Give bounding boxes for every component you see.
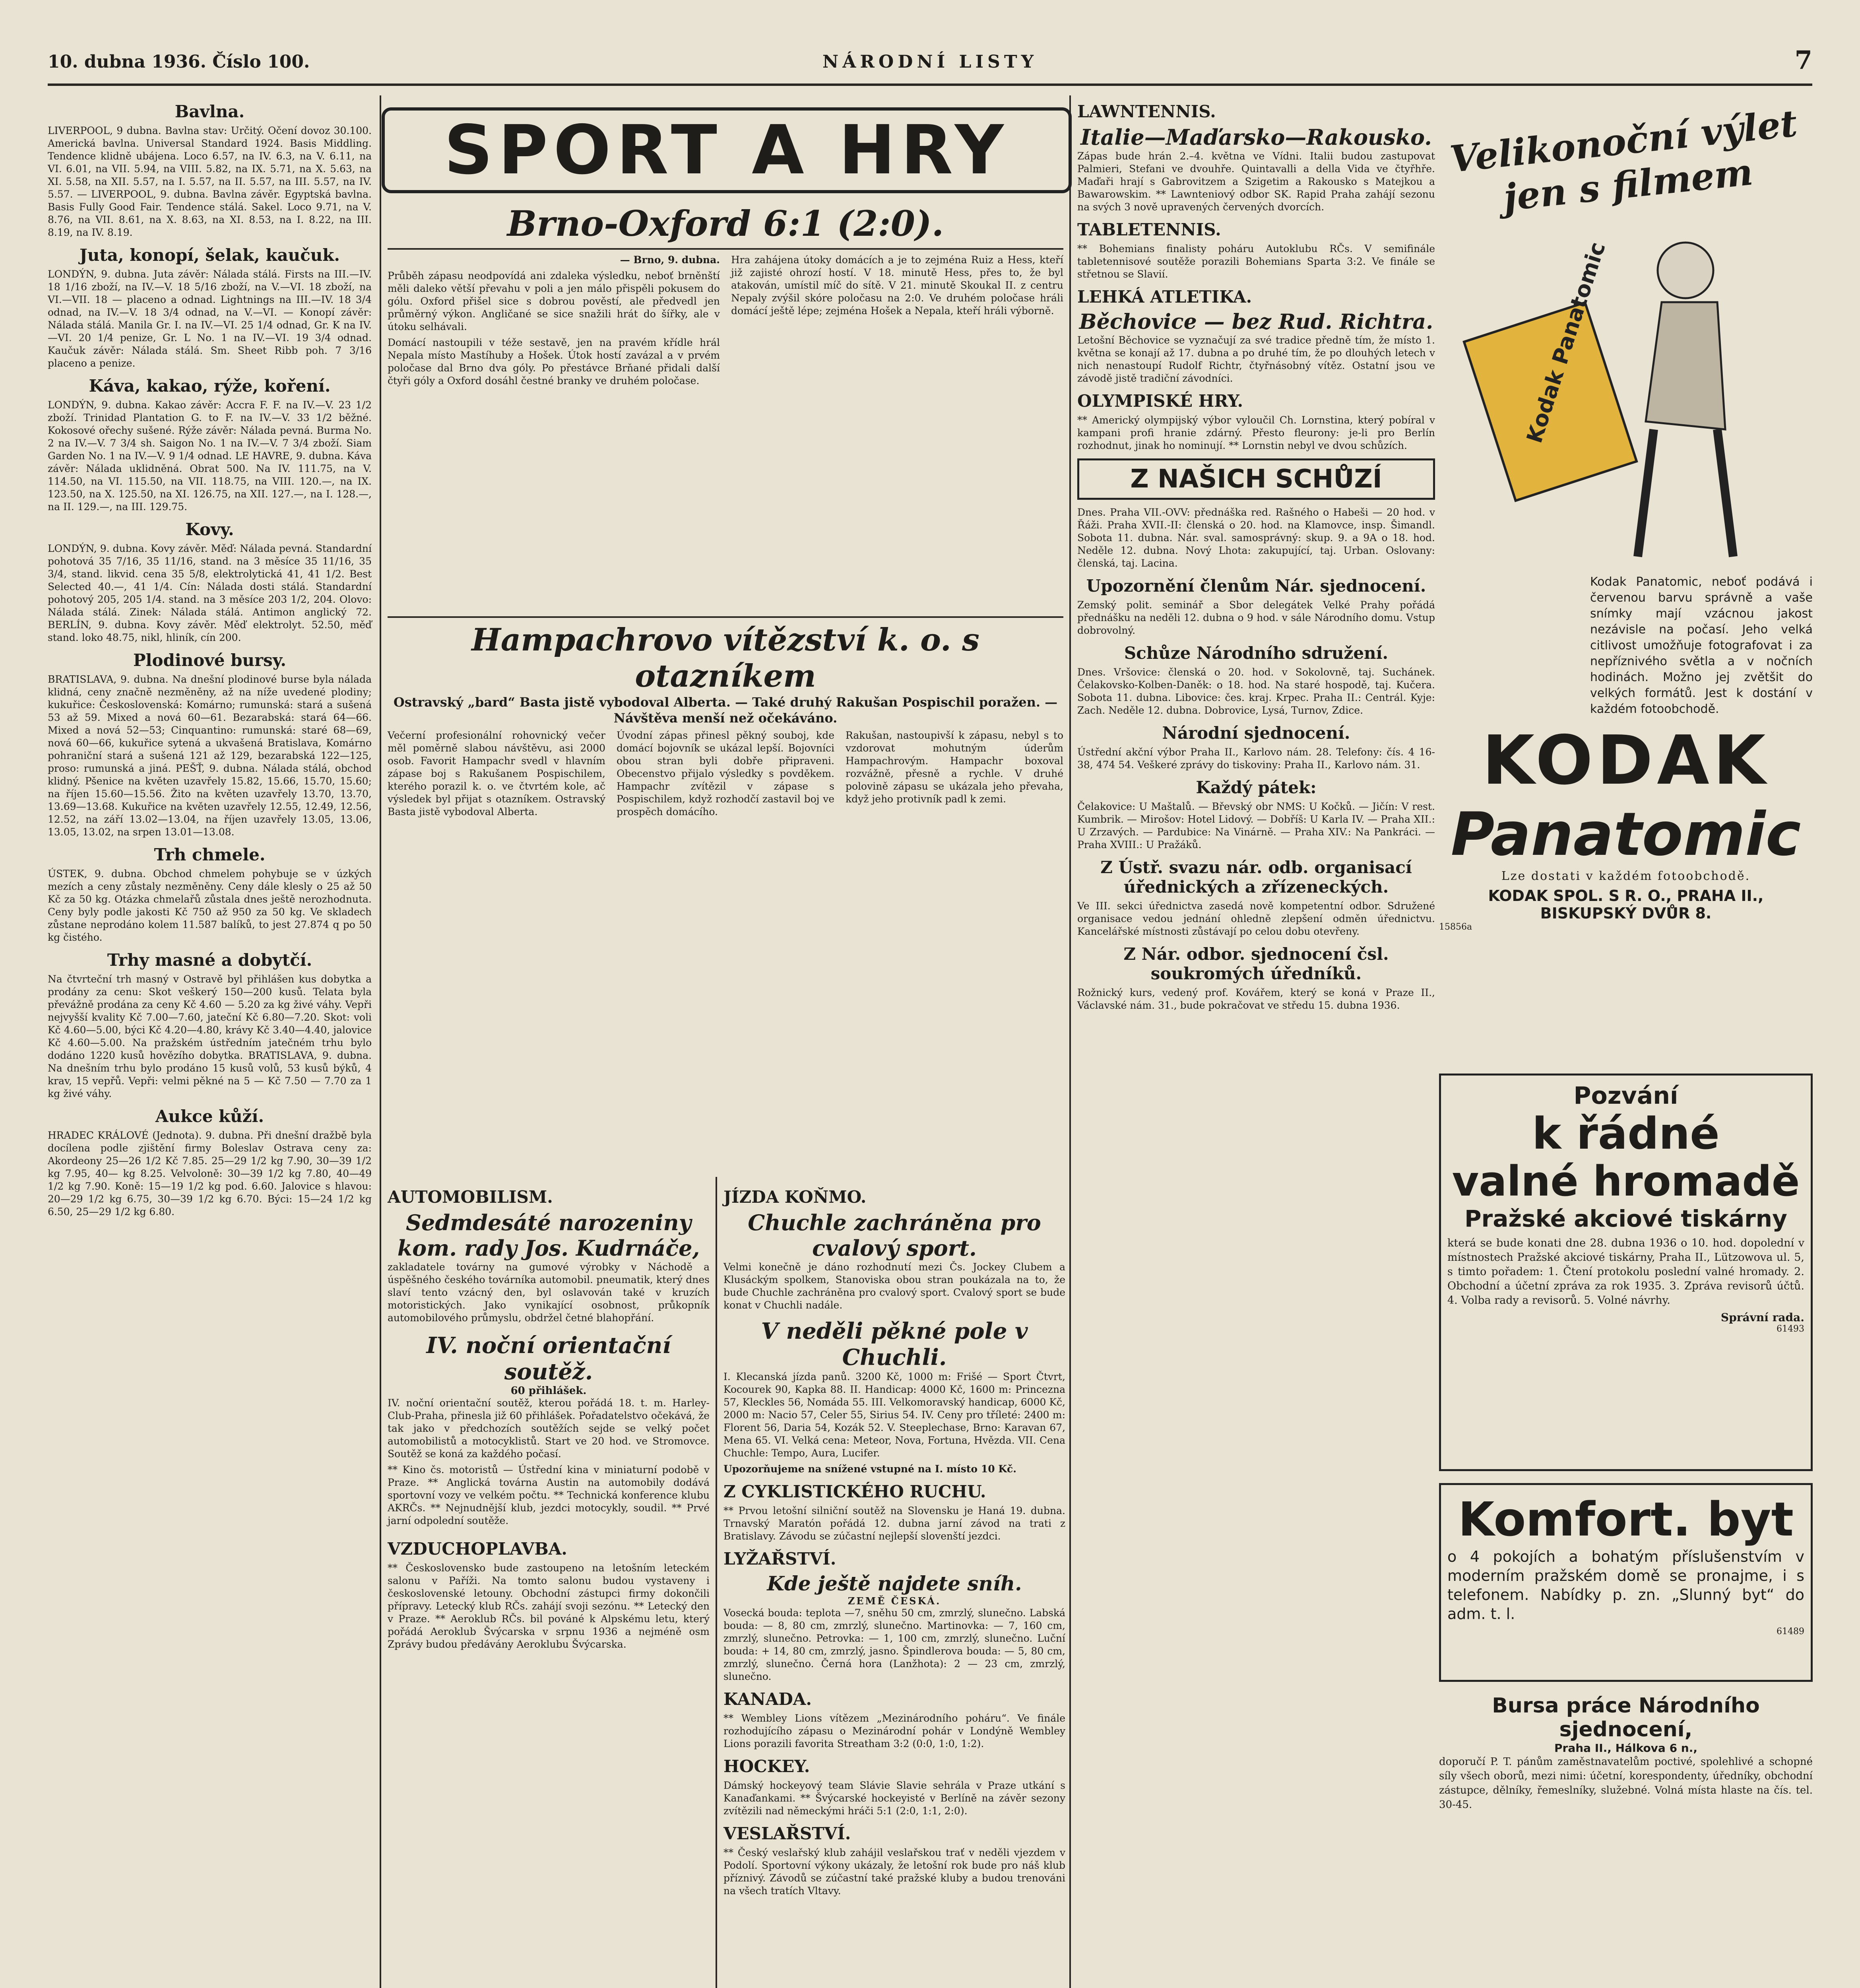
subheadline: ZEMĚ ČESKÁ. <box>848 1595 941 1607</box>
section-title: LAWNTENNIS. <box>1077 102 1216 121</box>
story-text: ** Americký olympijský výbor vyloučil Ch. Lornstina, který pobíral v kampani profi hranie zdárný. Přesto fleurony: je-li pro Berlín rozhodnut, jinak ho nominují. ** Lornstin nebyl ve dvou schůzích. <box>1077 414 1435 451</box>
story-text: Dámský hockeyový team Slávie Slavie sehrála v Praze utkání s Kanaďankami. ** Švýcarské hockeyisté v Berlíně na závěr sezony zvítězili nad německými hráči 5:1 (2:0, 1:1, 2:0). <box>723 1780 1065 1817</box>
column-divider <box>380 95 381 1988</box>
section-title: LYŽAŘSTVÍ. <box>723 1549 836 1569</box>
headline: Chuchle zachráněna pro cvalový sport. <box>748 1210 1041 1261</box>
ad-title-line: valné hromadě <box>1452 1157 1800 1206</box>
ad-text: Kodak Panatomic, neboť podává i červenou barvu správně a vaše snímky mají vzácnou jakost nezávisle na počasí. Jeho velká citlivost umožňuje fotografovat i za nepříznivého světla a v nočních hodinách. Možno jej zvětšit do velkých formátů. Jest k dostání v každém fotoobchodě. <box>1590 575 1813 716</box>
market-section <box>48 650 372 839</box>
woman-head <box>1658 243 1713 298</box>
issue-date: 10. dubna 1936. Číslo 100. <box>48 52 310 72</box>
ad-text: doporučí P. T. pánům zaměstnavatelům poctivé, spolehlivé a schopné síly všech oborů, mezi nimi: účetní, korespondenty, úředníky, obchodní zástupce, dělníky, řemeslníky, služebné. Volná místa hlaste na čís. tel. 30-45. <box>1439 1756 1813 1811</box>
sport-banner <box>382 107 1072 193</box>
section-title: VZDUCHOPLAVBA. <box>388 1539 567 1559</box>
story-text: ** Český veslařský klub zahájil veslařskou trať v neděli vjezdem v Podolí. Sportovní výkony ukázaly, že letošní rok bude pro náš klub příznivý. Závodů se zúčastní také pražské kluby a budou trenováni na všech tratích Vltavy. <box>723 1847 1065 1897</box>
banner-title: SPORT A HRY <box>444 111 1009 190</box>
section-title: Národní sjednocení. <box>1162 723 1350 743</box>
market-section <box>48 245 372 370</box>
story-text: ** Prvou letošní silniční soutěž na Slovensku je Haná 19. dubna. Trnavský Maratón pořádá 12. dubna jarní závod na trati z Bratislavy. Závodu se zúčastní nejlepší slovenští jezdci. <box>723 1505 1065 1542</box>
story-text: ** Bohemians finalisty poháru Autoklubu RČs. V semifinále tabletennisové soutěže porazili Bohemians Sparta 3:2. Ve finále se střetnou se Slavií. <box>1077 243 1435 280</box>
divider <box>388 248 1063 250</box>
headline: Kde ještě najdete sníh. <box>767 1572 1022 1595</box>
ad-headline: Velikonoční výlet jen s filmem <box>1448 101 1800 219</box>
headline: Brno-Oxford 6:1 (2:0). <box>507 203 944 244</box>
story-text: Hra zahájena útoky domácích a je to zejména Ruiz a Hess, kteří již zajisté ohrozí hostí. V 18. minutě Hess, přes to, že byl atakován, umístil míč do sítě. V 21. minutě Skoukal II. z centru Nepaly zvýšil skóre poločasu na 2:0. Ve druhém poločase hráli domácí ještě lépe; zejména Hošek a Nepala, kteří hráli výborně. <box>731 254 1063 316</box>
story-column <box>617 729 834 821</box>
headline: Běchovice — bez Rud. Richtra. <box>1079 310 1433 334</box>
ad-text: která se bude konati dne 28. dubna 1936 o 10. hod. dopolední v místnostech Pražské akciové tiskárny, Praha II., Lützowova ul. 5, s timto pořadem: 1. Čtení protokolu poslední valné hromady. 2. Obchodní a účetní zpráva za rok 1935. 3. Zpráva revisorů účtů. 4. Volba rady a revisorů. 5. Volné návrhy. <box>1447 1237 1804 1307</box>
ad-code: 61493 <box>1777 1324 1804 1334</box>
section-text: LONDÝN, 9. dubna. Kovy závěr. Měď: Nálada pevná. Standardní pohotová 35 7/16, 35 11/16, stand. na 3 měsíce 35 11/16, 35 3/4, stand. likvid. cena 35 5/8, elektrolytická 41, 41 1/2. Best Selected 40.—, 41 1/4. Cín: Nálada dosti stálá. Standardní pohotový 205, 205 1/4. stand. na 3 měsíce 203 1/2, 204. Olovo: Nálada stálá. Zinek: Nálada stálá. Antimon anglický 72. BERLÍN, 9. dubna. Kovy závěr. Měď elektrolyt. 52.50, měď stand. loko 48.75, nikl, hliník, cín 200. <box>48 543 372 643</box>
ad-title: Bursa práce Národního sjednocení, <box>1492 1694 1760 1741</box>
story-text: Ústřední akční výbor Praha II., Karlovo nám. 28. Telefony: čís. 4 16-38, 474 54. Veškeré zprávy do tiskoviny: Praha II., Karlovo nám. 31. <box>1077 746 1435 771</box>
film-box-label: Kodak Panatomic <box>1521 239 1610 446</box>
story-text: Večerní profesionální rohovnický večer měl poměrně slabou návštěvu, asi 2000 osob. Favorit Hampachr svedl v hlavním zápase boj s Rakušanem Pospischilem, kterého porazil k. o. ve čtvrtém kole, ač výsledek byl přijat s otazníkem. Ostravský Basta jistě vybodoval Alberta. <box>388 730 605 817</box>
story-text: I. Klecanská jízda panů. 3200 Kč, 1000 m: Frišé — Sport Čtvrt, Kocourek 90, Kapka 88. II. Handicap: 4000 Kč, 1600 m: Princezna 57, Kleckles 56, Nomáda 55. III. Velkomoravský handicap, 6000 Kč, 2000 m: Nacio 57, Celer 55, Sirius 54. IV. Ceny pro tříleté: 2400 m: Florent 56, Daria 54, Kozák 52. V. Steeplechase, Brno: Karavan 67, Mena 65. VI. Velká cena: Meteor, Nova, Fortuna, Hvězda. VII. Cena Chuchle: Tempo, Aura, Lucifer. <box>723 1371 1065 1459</box>
football-story <box>388 203 1063 390</box>
section-title: AUTOMOBILISM. <box>388 1187 553 1207</box>
market-section <box>48 376 372 513</box>
story-column <box>846 729 1063 821</box>
subheadline: 60 přihlášek. <box>510 1385 587 1397</box>
section-title: OLYMPISKÉ HRY. <box>1077 391 1243 411</box>
kodak-product: Panatomic <box>1451 800 1801 869</box>
automobile-column <box>388 1181 710 1654</box>
photographer-illustration <box>1439 215 1813 573</box>
story-text: ** Kino čs. motoristů — Ústřední kina v miniaturní podobě v Praze. ** Anglická továrna Austin na automobily dodává sportovní vozy ve velkém počtu. ** Technická konference klubu AKRČs. ** Nejnudnější klub, jezdci motocykly, soudil. ** Prvé jarní odpolední soutěže. <box>388 1464 710 1526</box>
ad-code: 15856a <box>1439 922 1472 932</box>
ad-title: Komfort. byt <box>1458 1492 1794 1547</box>
section-title: Káva, kakao, rýže, koření. <box>89 376 331 396</box>
section-title: Juta, konopí, šelak, kaučuk. <box>79 245 340 265</box>
labor-exchange-ad <box>1439 1694 1813 1972</box>
story-column <box>388 729 605 821</box>
section-title: Každý pátek: <box>1196 778 1317 797</box>
section-text: Na čtvrteční trh masný v Ostravě byl přihlášen kus dobytka a prodány za cenu: Skot veškerý 150—200 kusů. Telata byla převážně prodána za ceny Kč 4.60 — 5.20 za kg živé váhy. Vepři nejvyšší kvality Kč 7.00—7.60, jateční Kč 6.80—7.20. Skot: voli Kč 4.60—5.00, býci Kč 4.20—4.80, krávy Kč 3.40—4.40, jalovice Kč 4.60—5.00. Na pražském ústředním jatečném trhu bylo dodáno 1220 kusů hovězího dobytka. BRATISLAVA, 9. dubna. Na dnešním trhu bylo prodáno 15 kusů volů, 53 kusů býků, 4 krav, 15 vepřů. Vepři: velmi pěkné na 5 — Kč 7.50 — 7.70 za 1 kg živé váhy. <box>48 973 372 1099</box>
market-section <box>48 950 372 1100</box>
section-title: Upozornění členům Nár. sjednocení. <box>1086 576 1426 596</box>
ad-footer: Lze dostati v každém fotoobchodě. <box>1501 869 1751 883</box>
story-columns <box>388 254 1063 390</box>
kodak-ad <box>1439 95 1813 1066</box>
story-text: Čelakovice: U Maštalů. — Břevský obr NMS: U Kočků. — Jičín: V rest. Kumbrik. — Mirošov: Hotel Lidový. — Dobříš: U Karla IV. — Praha XII.: U Zrzavých. — Pardubice: Na Vinárně. — Praha XIV.: Na Pankráci. — Praha XVIII.: U Pražáků. <box>1077 801 1435 850</box>
woman-legs <box>1638 429 1733 557</box>
story-text: ** Československo bude zastoupeno na letošním leteckém salonu v Paříži. Na tomto salonu budou vystaveny i československé letouny. Obchodní zástupci firmy dokončili přípravy. Letecký klub RČs. zahájí svoji sezónu. ** Letecký den v Praze. ** Aeroklub RČs. bil pováné k Alpskému letu, který pořádá Aeroklub Švýcarska v srpnu 1936 a nejméně osm Zprávy budou předávány Aeroklubu Švýcarska. <box>388 1562 710 1650</box>
headline: Italie—Maďarsko—Rakousko. <box>1080 124 1432 150</box>
market-column <box>48 95 372 1221</box>
story-text: Dnes. Praha VII.-OVV: přednáška red. Rašného o Habeši — 20 hod. v Řáži. Praha XVII.-II: členská o 20. hod. na Klamovce, insp. Šimandl. Sobota 11. dubna. Nár. sval. samosprávný: skup. 9. a 9A o 18. hod. Neděle 12. dubna. Nový Lhota: zakupující, taj. Urban. Oslovany: členská, taj. Lacina. <box>1077 507 1435 569</box>
boxing-story <box>388 612 1063 821</box>
section-title: VESLAŘSTVÍ. <box>723 1824 851 1843</box>
story-text: Velmi konečně je dáno rozhodnutí mezi Čs. Jockey Clubem a Klusáckým spolkem, Stanoviska obou stran poukázala na to, že bude Chuchle zachráněna pro cvalový sport. Cvalový sport se bude konat v Chuchli nadále. <box>723 1261 1065 1311</box>
apartment-ad <box>1439 1483 1813 1682</box>
ad-text: o 4 pokojích a bohatým příslušenstvím v moderním pražském domě se pronajme, i s telefonem. Nabídky p. zn. „Slunný byt“ do adm. t. l. <box>1447 1548 1804 1623</box>
section-title: Z Ústř. svazu nár. odb. organisací úřednických a zřízeneckých. <box>1100 858 1412 897</box>
market-section <box>48 102 372 239</box>
invitation-ad <box>1439 1074 1813 1471</box>
divider <box>388 616 1063 618</box>
story-column <box>731 254 1063 390</box>
section-text: BRATISLAVA, 9. dubna. Na dnešní plodinové burse byla nálada klidná, ceny značně nezměněny, až na níže uvedené plodiny; kukuřice: Československá: Komárno; rumunská: stará a sušená 53 až 59. Mixed a nová 60—61. Bezarabská: stará 64—66. Mixed a nová 52—53; Cinquantino: rumunská: staré 68—69, nová 60—66, kukuřice sytená a ukvašená Bratislava, Komárno pohraniční stará a sušená 121 až 129, bezarabská 122—125, proso: rumunská a jiná. PEŠŤ, 9. dubna. Nálada stálá, obchod klidný. Pšenice na květen uzavřely 15.82, 15.66, 15.70, 15.60; na říjen 15.60—15.56. Žito na květen uzavřely 13.70, 13.70, 13.69—13.68. Kukuřice na květen uzavřely 12.55, 12.49, 12.56, 12.52, na září 13.02—13.04, na říjen uzavřely 13.05, 13.06, 13.05, 13.02, na srpen 13.01—13.08. <box>48 674 372 838</box>
section-text: ÚSTEK, 9. dubna. Obchod chmelem pohybuje se v úzkých mezích a ceny zůstaly nezměněny. Ceny dále klesly o 25 až 50 Kč za 50 kg. Otázka chmelařů zůstala dnes ještě nerozhodnuta. Ceny byly podle jakosti Kč 750 až 950 za 50 kg. Ve skladech zůstane neprodáno kolem 11.587 balíků, to jest 27.874 q po 50 kg čistého. <box>48 868 372 943</box>
story-text: Zápas bude hrán 2.–4. května ve Vídni. Italii budou zastupovat Palmieri, Stefani ve dvouhře. Quintavalli a della Vida ve čtyřhře. Maďaři hrají s Gabrovitzem a Szigetim a Rakousko s Matejkou a Bawarowskim. ** Lawnteniový odbor SK. Rapid Praha zahájí sezonu na svých 3 nově upravených červených dvorcích. <box>1077 150 1435 213</box>
story-text: zakladatele továrny na gumové výrobky v Náchodě a úspěšného českého továrníka automobil. pneumatik, který dnes slaví tento vzácný den, byl oslavován také v kruzích motoristických. Jako vynikající osobnost, průkopník automobilového průmyslu, obdržel četné blahopřání. <box>388 1261 710 1324</box>
ad-signature: Správní rada. <box>1720 1311 1804 1324</box>
section-title: KANADA. <box>723 1689 812 1709</box>
section-title: Aukce kůží. <box>155 1107 264 1126</box>
story-text: Zemský polit. seminář a Sbor delegátek Velké Prahy pořádá přednášku na neděli 12. dubna o 9 hod. v sále Národního domu. Vstup dobrovolný. <box>1077 599 1435 636</box>
section-title: TABLETENNIS. <box>1077 220 1221 239</box>
story-text: Domácí nastoupili v téže sestavě, jen na pravém křídle hrál Nepala místo Mastíhuby a Hošek. Útok hostí zavázal a v prvém poločase dal Brno dva góly. Po přestávce Brňané přidali další čtyři góly a Oxford dosáhl čestné branky ve druhém poločase. <box>388 337 720 386</box>
section-title: Plodinové bursy. <box>133 650 287 670</box>
section-title: Kovy. <box>185 520 234 539</box>
section-title: Trhy masné a dobytčí. <box>107 950 312 970</box>
section-text: HRADEC KRÁLOVÉ (Jednota). 9. dubna. Při dnešní dražbě byla docílena podle zjištění firmy Boleslav Ostrava ceny za: Akordeony 25—26 1/2 Kč 7.85. 25—29 1/2 kg 7.90, 30—39 1/2 kg 7.95, 40— kg 8.25. Velvoloně: 30—39 1/2 kg 7.80, 40—49 1/2 kg 7.90. Koně: 15—19 1/2 kg pod. 6.60. Jalovice s hlavou: 20—29 1/2 kg 6.75, 30—39 1/2 kg 6.70. Býci: 15—24 1/2 kg 6.50, 25—29 1/2 kg 6.80. <box>48 1130 372 1217</box>
section-title: Z Nár. odbor. sjednocení čsl. soukromých úředníků. <box>1123 944 1389 983</box>
schuze-header: Z NAŠICH SCHŮZÍ <box>1077 458 1435 500</box>
section-text: LIVERPOOL, 9 dubna. Bavlna stav: Určitý. Očení dovoz 30.100. Americká bavlna. Universal Standard 1924. Basis Middling. Tendence klidně ubájena. Loco 6.57, na IV. 6.3, na V. 6.11, na VI. 6.01, na VII. 5.94, na VIII. 5.82, na IX. 5.71, na X. 5.63, na XI. 5.58, na XII. 5.57, na I. 5.57, na II. 5.57, na III. 5.57, na IV. 5.57. — LIVERPOOL, 9. dubna. Bavlna závěr. Egyptská bavlna. Basis Fully Good Fair. Tendence stálá. Sakel. Loco 9.71, na V. 8.76, na VII. 8.61, na X. 8.63, na XI. 8.53, na I. 8.22, na III. 8.19, na IV. 8.19. <box>48 125 372 238</box>
company-name: Pražské akciové tiskárny <box>1464 1205 1787 1232</box>
kodak-brand: KODAK <box>1482 721 1770 800</box>
story-columns <box>388 729 1063 821</box>
page-number: 7 <box>1794 45 1812 75</box>
market-section <box>48 1107 372 1218</box>
running-header <box>48 45 1812 86</box>
kodak-company: KODAK SPOL. S R. O., PRAHA II., BISKUPSKÝ DVŮR 8. <box>1488 887 1764 922</box>
section-title: JÍZDA KOŇMO. <box>723 1187 867 1207</box>
story-column <box>388 254 720 390</box>
story-text: ** Wembley Lions vítězem „Mezinárodního poháru“. Ve finále rozhodujícího zápasu o Mezinárodní pohár v Londýně Wembley Lions porazili favorita Streatham 3:2 (0:0, 1:0, 1:2). <box>723 1712 1065 1749</box>
headline: Sedmdesáté narozeniny kom. rady Jos. Kudrnáče, <box>397 1210 700 1261</box>
ad-code: 61489 <box>1777 1627 1804 1637</box>
column-divider <box>1069 95 1071 1988</box>
story-text: Vosecká bouda: teplota —7, sněhu 50 cm, zmrzlý, slunečno. Labská bouda: — 8, 80 cm, zmrzlý, slunečno. Martinovka: — 7, 160 cm, zmrzlý, slunečno. Petrovka: — 1, 100 cm, zmrzlý, slunečno. Luční bouda: + 14, 80 cm, zmrzlý, jasno. Špindlerova bouda: — 5, 80 cm, zmrzlý, slunečno. Černá hora (Lanžhota): 2 — 23 cm, zmrzlý, slunečno. <box>723 1607 1065 1682</box>
ad-title: Pozvání <box>1573 1082 1678 1110</box>
section-text: LONDÝN, 9. dubna. Juta závěr: Nálada stálá. Firsts na III.—IV. 18 1/16 zboží, na IV.—V. 18 5/16 zboží, na V.—VI. 18 zboží, na VI.—VII. 18 — placeno a odnad. Lightnings na III.—IV. 18 3/4 odnad, na IV.—V. 18 3/4 odnad, na V.—VI. — Konopí závěr: Nálada stálá. Manila Gr. I. na IV.—VI. 25 1/4 odnad, Gr. K na IV.—VI. 20 1/4 penize, Gr. L No. 1 na IV.—VI. 19 3/4 odnad. Kaučuk závěr: Nálada stálá. Sm. Sheet Ribb poh. 7 3/16 placeno a penize. <box>48 268 372 369</box>
section-title: HOCKEY. <box>723 1757 810 1776</box>
section-text: LONDÝN, 9. dubna. Kakao závěr: Accra F. F. na IV.—V. 23 1/2 zboží. Trinidad Plantation G. to F. na IV.—V. 33 1/2 běžné. Kokosové ořechy sušené. Rýže závěr: Nálada pevná. Burma No. 2 na IV.—V. 7 3/4 sh. Saigon No. 1 na IV.—V. 7 3/4 zboží. Siam Garden No. 1 na IV.—V. 9 1/4 odnad. LE HAVRE, 9. dubna. Káva závěr: Nálada uklidněná. Obrat 500. Na IV. 111.75, na V. 114.50, na VI. 115.50, na VII. 118.75, na VIII. 120.—, na IX. 123.50, na X. 125.50, na XI. 126.75, na XII. 127.—, na I. 128.—, na II. 129.—, na III. 129.75. <box>48 399 372 513</box>
section-title: Trh chmele. <box>154 845 266 864</box>
story-text: Letošní Běchovice se vyznačují za své tradice předně tím, že místo 1. května se konají až 17. dubna a po druhé tím, že po dlouhých letech v nich nenastoupí Rudolf Richtr, čtyřnásobný vítěz. Ostatní jsou ve závodě jistě tradiční závodníci. <box>1077 334 1435 384</box>
subheadline: Ostravský „bard“ Basta jistě vybodoval Alberta. — Také druhý Rakušan Pospischil poražen. — Návštěva menší než očekáváno. <box>393 695 1058 726</box>
notice: Upozorňujeme na snížené vstupné na I. místo 10 Kč. <box>723 1463 1016 1475</box>
section-title: Schůze Národního sdružení. <box>1124 643 1389 663</box>
story-text: Rakušan, nastoupivší k zápasu, nebyl s to vzdorovat mohutným úderům Hampachrovým. Hampachr boxoval rozvážně, přesně a rychle. V druhé polovině zápasu se ukázala jeho převaha, když jeho protivník padl k zemi. <box>846 730 1063 805</box>
section-title: Bavlna. <box>175 102 245 121</box>
story-text: Úvodní zápas přinesl pěkný souboj, kde domácí bojovník se ukázal lepší. Bojovníci obou stran byli dobře připraveni. Obecenstvo přijalo výsledky s povděkem. Hampachr zvítězil v zápase s Pospischilem, když rozhodčí zastavil boj ve prospěch domácího. <box>617 730 834 817</box>
ad-title-line: k řádné <box>1532 1108 1720 1159</box>
section-title: LEHKÁ ATLETIKA. <box>1077 287 1252 307</box>
ad-address: Praha II., Hálkova 6 n., <box>1554 1741 1698 1755</box>
market-section <box>48 520 372 644</box>
story-text: Ve III. sekci úřednictva zasedá nově kompetentní odbor. Sdružené organisace vedou jednání ohledně zlepšení odměn úřednictvu. Kancelářské místnosti zůstávají po celou dobu otevřeny. <box>1077 900 1435 937</box>
woman-dress <box>1646 302 1725 429</box>
paper-name: NÁRODNÍ LISTY <box>822 52 1038 72</box>
dateline: — Brno, 9. dubna. <box>620 254 720 266</box>
column-four <box>1077 95 1435 1015</box>
story-text: Průběh zápasu neodpovídá ani zdaleka výsledku, neboť brněnští měli daleko větší převahu v poli a jen málo přispěli pokusem do gólu. Oxford přišel sice s dobrou pověstí, ale předvedl jen průměrný výkon. Angličané se sice snažili hrát do šířky, ale v útoku selhávali. <box>388 270 720 332</box>
market-section <box>48 845 372 944</box>
headline: IV. noční orientační soutěž. <box>426 1332 671 1385</box>
sports-column <box>723 1181 1065 1901</box>
story-text: IV. noční orientační soutěž, kterou pořádá 18. t. m. Harley-Club-Praha, přinesla již 60 přihlášek. Pořadatelstvo očekává, že tak jako v předchozích soutěžích sejde se velký počet automobilistů a motocyklistů. Start ve 20 hod. ve Stromovce. Soutěž se koná za každého počasí. <box>388 1397 710 1460</box>
story-text: Rožnický kurs, vedený prof. Kovářem, který se koná v Praze II., Václavské nám. 31., bude pokračovat ve středu 15. dubna 1936. <box>1077 987 1435 1011</box>
section-title: Z CYKLISTICKÉHO RUCHU. <box>723 1482 986 1501</box>
headline: V neděli pěkné pole v Chuchli. <box>761 1318 1028 1371</box>
column-divider <box>716 1177 717 1988</box>
story-text: Dnes. Vršovice: členská o 20. hod. v Sokolovně, taj. Suchánek. Čelakovsko-Kolben-Daněk: o 18. hod. Na staré hospodě, taj. Kučera. Sobota 11. dubna. Libovice: čes. kraj. Krpec. Praha II.: Centrál. Kyje: Zach. Neděle 12. dubna. Dobrovice, Lysá, Turnov, Zdice. <box>1077 666 1435 716</box>
headline: Hampachrovo vítězství k. o. s otazníkem <box>471 622 979 694</box>
